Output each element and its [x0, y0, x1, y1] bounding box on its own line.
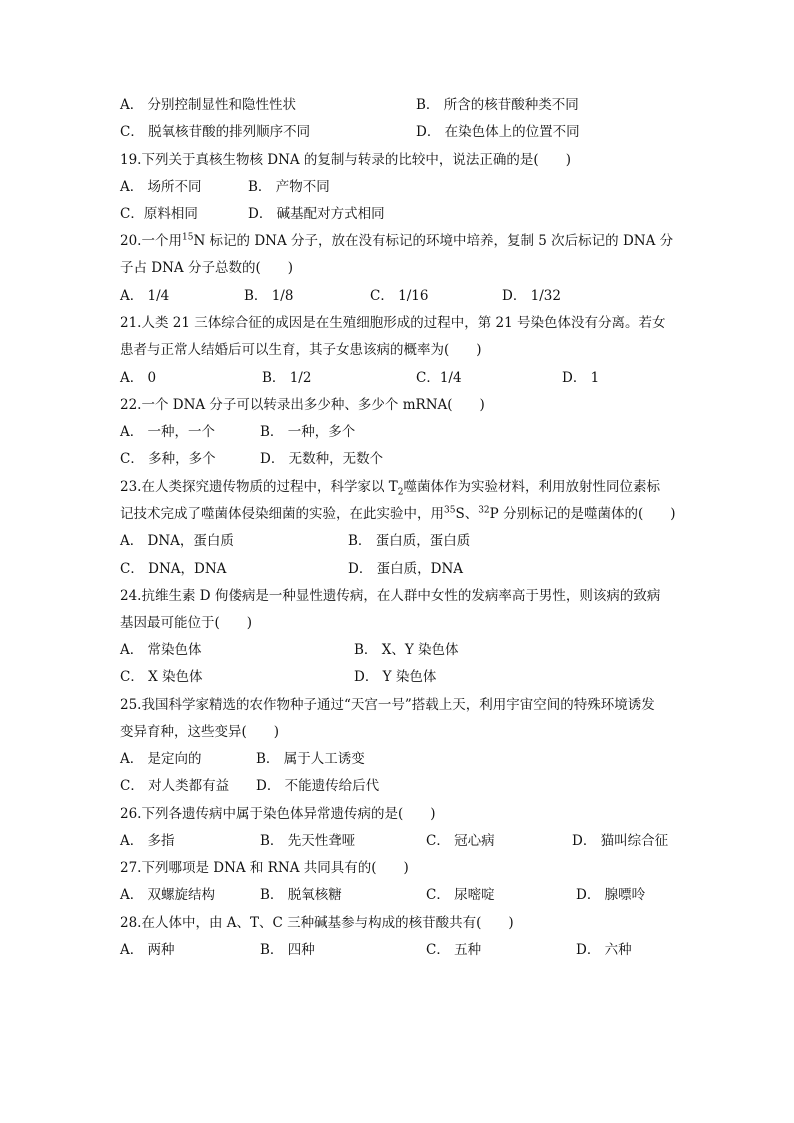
q24-option-c: C． X 染色体	[120, 669, 203, 685]
q26-options-row	[120, 832, 680, 850]
q26-option-b: B． 先天性聋哑	[260, 833, 356, 849]
q20-options-row	[120, 287, 680, 305]
q23-stem2-part-2: S、	[455, 506, 479, 522]
q18-option-a: A． 分别控制显性和隐性性状	[120, 97, 297, 113]
q23-options-row-2	[120, 560, 680, 578]
q27-option-a: A． 双螺旋结构	[120, 887, 216, 903]
q21-option-c: C．1/4	[416, 370, 462, 386]
q28-stem: 28.在人体中，由 A、T、C 三种碱基参与构成的核苷酸共有( )	[120, 915, 514, 931]
q27-option-b: B． 脱氧核糖	[260, 887, 342, 903]
q24-stem-line-2: 基因最可能位于( )	[120, 615, 253, 631]
q20-option-d: D． 1/32	[502, 288, 561, 304]
q22-option-d: D． 无数种，无数个	[260, 451, 384, 467]
q23-options-row-1	[120, 532, 680, 550]
q20-option-b: B． 1/8	[244, 288, 294, 304]
q24-option-d: D． Y 染色体	[354, 669, 437, 685]
q19-option-d: D． 碱基配对方式相同	[248, 206, 385, 222]
q19-stem: 19.下列关于真核生物核 DNA 的复制与转录的比较中，说法正确的是( )	[120, 152, 571, 168]
q23-phage-subscript: 2	[397, 487, 404, 498]
q22-option-c: C． 多种，多个	[120, 451, 216, 467]
q21-options-row	[120, 369, 680, 387]
q24-option-b: B． X、Y 染色体	[354, 642, 459, 658]
q24-options-row-1	[120, 641, 680, 659]
q23-phosphorus-superscript: 32	[478, 505, 490, 516]
q21-option-b: B． 1/2	[262, 370, 312, 386]
q20-option-c: C． 1/16	[370, 288, 429, 304]
q23-option-c: C． DNA，DNA	[120, 561, 227, 577]
q23-option-a: A． DNA，蛋白质	[120, 533, 234, 549]
q23-stem-line-2	[120, 505, 680, 523]
q27-option-d: D． 腺嘌呤	[576, 887, 646, 903]
q23-option-b: B． 蛋白质，蛋白质	[348, 533, 471, 549]
q25-option-d: D． 不能遗传给后代	[256, 778, 380, 794]
q23-stem	[120, 478, 680, 496]
q19-option-b: B． 产物不同	[248, 179, 330, 195]
q20-stem-line-2: 子占 DNA 分子总数的( )	[120, 260, 294, 276]
q28-option-b: B． 四种	[260, 942, 315, 958]
q23-option-d: D． 蛋白质，DNA	[348, 561, 464, 577]
q20-stem	[120, 232, 680, 250]
q24-options-row-2	[120, 668, 680, 686]
q23-stem2-part-1: 记技术完成了噬菌体侵染细菌的实验，在此实验中，用	[120, 506, 444, 522]
q24-stem: 24.抗维生素 D 佝偻病是一种显性遗传病，在人群中女性的发病率高于男性，则该病的致病	[120, 588, 661, 604]
q20-isotope-superscript: 15	[181, 232, 194, 243]
q28-option-d: D． 六种	[576, 942, 632, 958]
q18-option-c: C． 脱氧核苷酸的排列顺序不同	[120, 124, 311, 140]
q23-sulfur-superscript: 35	[444, 505, 456, 516]
q25-stem: 25.我国科学家精选的农作物种子通过“天宫一号”搭载上天，利用宇宙空间的特殊环境诱发	[120, 697, 655, 713]
q20-stem-part-1: 20.一个用	[120, 233, 182, 249]
q23-stem-part-2: 噬菌体作为实验材料，利用放射性同位素标	[403, 479, 660, 495]
q24-option-a: A． 常染色体	[120, 642, 202, 658]
q25-option-a: A． 是定向的	[120, 751, 202, 767]
q19-options-row-2	[120, 205, 680, 223]
q21-option-a: A． 0	[120, 370, 157, 386]
q19-option-a: A． 场所不同	[120, 179, 202, 195]
q19-options-row-1	[120, 178, 680, 196]
q26-option-c: C． 冠心病	[426, 833, 495, 849]
q28-option-c: C． 五种	[426, 942, 482, 958]
q25-option-c: C． 对人类都有益	[120, 778, 230, 794]
q22-options-row-1	[120, 423, 680, 441]
q22-stem: 22.一个 DNA 分子可以转录出多少种、多少个 mRNA( )	[120, 397, 485, 413]
q21-option-d: D． 1	[562, 370, 600, 386]
q26-option-a: A． 多指	[120, 833, 175, 849]
q27-stem: 27.下列哪项是 DNA 和 RNA 共同具有的( )	[120, 860, 409, 876]
q21-stem: 21.人类 21 三体综合征的成因是在生殖细胞形成的过程中，第 21 号染色体没有分离。若女	[120, 315, 666, 331]
q25-options-row-1	[120, 750, 680, 768]
q18-options-row-1	[120, 96, 680, 114]
q25-options-row-2	[120, 777, 680, 795]
q22-option-b: B． 一种，多个	[260, 424, 356, 440]
q28-option-a: A． 两种	[120, 942, 175, 958]
q28-options-row	[120, 941, 680, 959]
q21-stem-line-2: 患者与正常人结婚后可以生育，其子女患该病的概率为( )	[120, 342, 482, 358]
q20-option-a: A． 1/4	[120, 288, 170, 304]
q27-options-row	[120, 886, 680, 904]
q18-options-row-2	[120, 123, 680, 141]
q18-option-d: D． 在染色体上的位置不同	[416, 124, 580, 140]
q22-options-row-2	[120, 450, 680, 468]
q26-option-d: D． 猫叫综合征	[572, 833, 669, 849]
q23-stem-part-1: 23.在人类探究遗传物质的过程中，科学家以 T	[120, 479, 398, 495]
q27-option-c: C． 尿嘧啶	[426, 887, 495, 903]
q25-stem-line-2: 变异育种，这些变异( )	[120, 724, 280, 740]
q19-option-c: C．原料相同	[120, 206, 198, 222]
q18-option-b: B． 所含的核苷酸种类不同	[416, 97, 579, 113]
q25-option-b: B． 属于人工诱变	[256, 751, 365, 767]
q26-stem: 26.下列各遗传病中属于染色体异常遗传病的是( )	[120, 806, 436, 822]
q20-stem-part-2: N 标记的 DNA 分子，放在没有标记的环境中培养，复制 5 次后标记的 DNA 分	[193, 233, 674, 249]
q22-option-a: A． 一种，一个	[120, 424, 216, 440]
q23-stem2-part-3: P 分别标记的是噬菌体的( )	[489, 506, 676, 522]
